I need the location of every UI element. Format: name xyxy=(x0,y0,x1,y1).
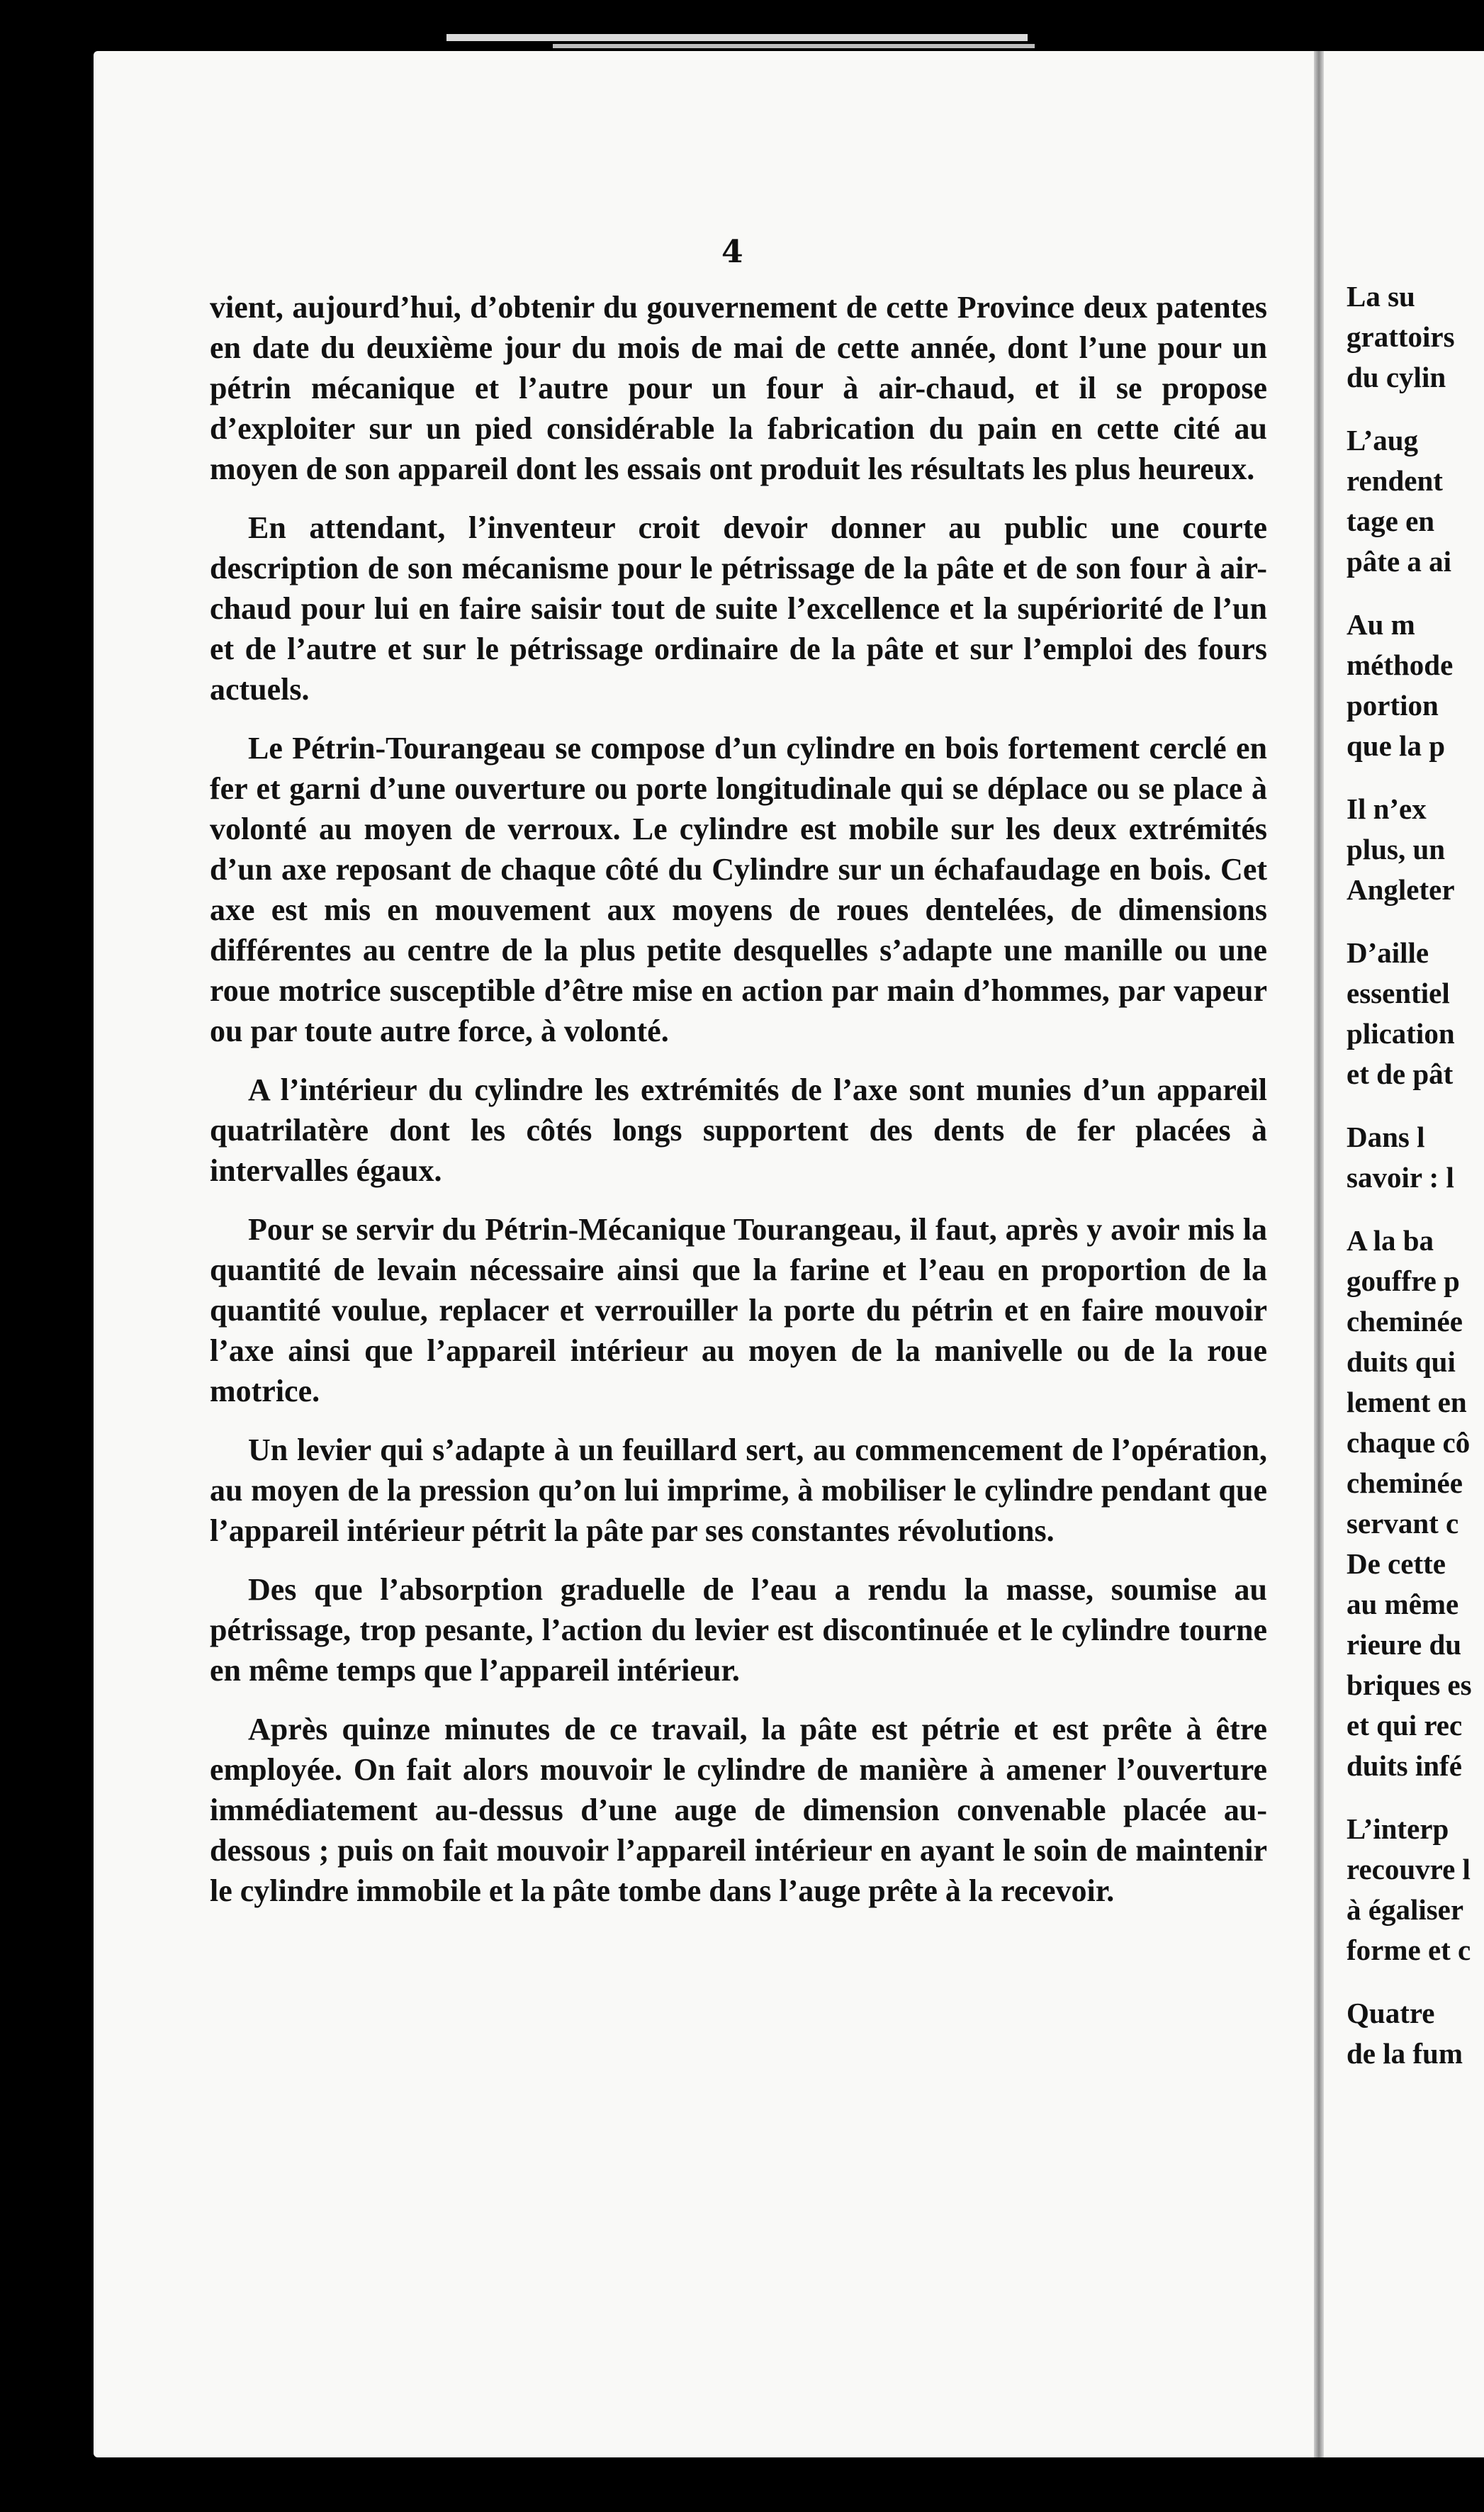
right-line: portion xyxy=(1347,689,1439,722)
right-line: de la fum xyxy=(1347,2037,1463,2070)
scan-top-rule xyxy=(446,34,1028,41)
right-line: grattoirs xyxy=(1347,320,1455,353)
right-line: Angleter xyxy=(1347,873,1455,906)
right-line: rendent xyxy=(1347,464,1443,497)
right-line: duits infé xyxy=(1347,1749,1462,1782)
right-line: cheminée xyxy=(1347,1467,1463,1499)
right-line: plus, un xyxy=(1347,833,1446,865)
right-line: rieure du xyxy=(1347,1628,1462,1661)
right-line: et qui rec xyxy=(1347,1709,1463,1742)
right-line: recouvre l xyxy=(1347,1853,1471,1885)
right-line: L’aug xyxy=(1347,424,1419,456)
right-line: chaque cô xyxy=(1347,1426,1471,1459)
right-line: du cylin xyxy=(1347,361,1446,393)
right-line: savoir : l xyxy=(1347,1161,1454,1194)
paragraph: Pour se servir du Pétrin-Mécanique Tourangeau, il faut, après y avoir mis la quantité de levain nécessaire ainsi que la farine et l’eau en proportion de la quantité voulue, replacer et verrouiller la porte du pétrin et en faire mouvoir l’axe ainsi que l’appareil intérieur au moyen de la manivelle ou de la roue motrice. xyxy=(210,1212,1267,1408)
right-line: que la p xyxy=(1347,729,1445,762)
right-line: Au m xyxy=(1347,608,1415,641)
main-text xyxy=(210,287,1267,1929)
right-line: à égaliser xyxy=(1347,1893,1464,1926)
paragraph: A l’intérieur du cylindre les extrémités de l’axe sont munies d’un appareil quatrilatère dont les côtés longs supportent des dents de fer placées à intervalles égaux. xyxy=(210,1072,1267,1188)
right-line: plication xyxy=(1347,1017,1455,1050)
right-line: briques es xyxy=(1347,1669,1472,1701)
right-page-text xyxy=(1347,276,1484,2074)
right-line: essentiel xyxy=(1347,977,1450,1009)
right-line: cheminée xyxy=(1347,1305,1463,1338)
right-line: méthode xyxy=(1347,649,1454,681)
page-number: 4 xyxy=(721,234,743,270)
paragraph: Le Pétrin-Tourangeau se compose d’un cylindre en bois fortement cerclé en fer et garni d’une ouverture ou porte longitudinale qui se déplace ou se place à volonté au moyen de verroux. Le cylindre est mobile sur les deux extrémités d’un axe reposant de chaque côté du Cylindre sur un échafaudage en bois. Cet axe est mis en mouvement aux moyens de roues dentelées, de dimensions différentes au centre de la plus petite desquelles s’adapte une manille ou une roue motrice susceptible d’être mise en action par main d’hommes, par vapeur ou par toute autre force, à volonté. xyxy=(210,731,1267,1048)
right-line: gouffre p xyxy=(1347,1265,1460,1297)
right-line: Dans l xyxy=(1347,1121,1425,1153)
right-line: De cette xyxy=(1347,1547,1446,1580)
right-line: duits qui xyxy=(1347,1345,1456,1378)
right-line: Il n’ex xyxy=(1347,792,1427,825)
scan-top-rule-shadow xyxy=(553,44,1035,48)
right-line: et de pât xyxy=(1347,1058,1454,1090)
right-line: D’aille xyxy=(1347,936,1429,969)
right-line: Quatre xyxy=(1347,1997,1435,2029)
right-line: L’interp xyxy=(1347,1812,1449,1845)
right-line: au même xyxy=(1347,1588,1459,1620)
paragraph: Un levier qui s’adapte à un feuillard sert, au commencement de l’opération, au moyen de la pression qu’on lui imprime, à mobiliser le cylindre pendant que l’appareil intérieur pétrit la pâte par ses constantes révolutions. xyxy=(210,1432,1267,1548)
right-line: pâte a ai xyxy=(1347,545,1452,578)
paragraph: Des que l’absorption graduelle de l’eau a rendu la masse, soumise au pétrissage, trop pesante, l’action du levier est discontinuée et le cylindre tourne en même temps que l’appareil intérieur. xyxy=(210,1572,1267,1688)
paragraph: Après quinze minutes de ce travail, la pâte est pétrie et est prête à être employée. On fait alors mouvoir le cylindre de manière à amener l’ouverture immédiatement au-dessus d’une auge de dimension convenable placée au-dessous ; puis on fait mouvoir l’appareil intérieur en ayant le soin de maintenir le cylindre immobile et la pâte tombe dans l’auge prête à la recevoir. xyxy=(210,1712,1267,1908)
bleed-through-mark xyxy=(695,2250,709,2299)
book-gutter xyxy=(1314,51,1324,2457)
paragraph: En attendant, l’inventeur croit devoir donner au public une courte description de son mécanisme pour le pétrissage de la pâte et de son four à air-chaud pour lui en faire saisir tout de suite l’excellence et la supériorité de l’un et de l’autre et sur le pétrissage ordinaire de la pâte et sur l’emploi des fours actuels. xyxy=(210,510,1267,707)
right-line: forme et c xyxy=(1347,1934,1471,1966)
paragraph: vient, aujourd’hui, d’obtenir du gouvernement de cette Province deux patentes en date du deuxième jour du mois de mai de cette année, dont l’une pour un pétrin mécanique et l’autre pour un four à air-chaud, et il se propose d’exploiter sur un pied considérable la fabrication du pain en cette cité au moyen de son appareil dont les essais ont produit les résultats les plus heureux. xyxy=(210,290,1267,486)
right-line: servant c xyxy=(1347,1507,1459,1540)
right-line: A la ba xyxy=(1347,1224,1434,1257)
right-line: lement en xyxy=(1347,1386,1467,1418)
right-line: La su xyxy=(1347,280,1415,313)
right-line: tage en xyxy=(1347,505,1435,537)
